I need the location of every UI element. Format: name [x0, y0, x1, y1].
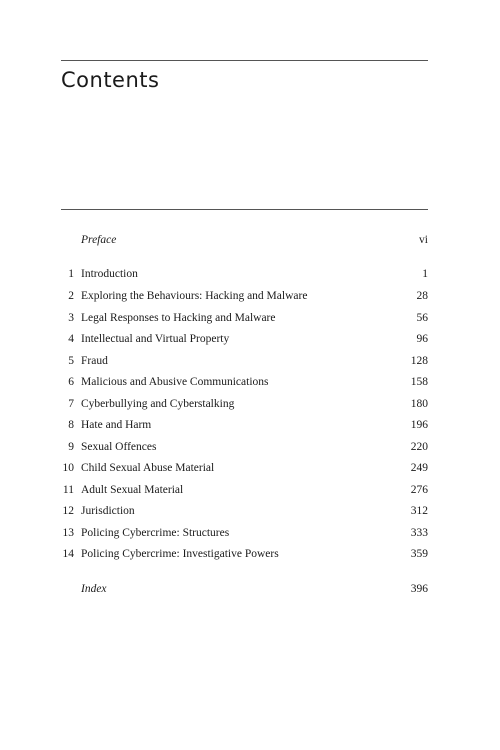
entry-page: 396: [410, 583, 428, 595]
chapter-number: 1: [68, 268, 74, 280]
entry-page: 56: [416, 312, 428, 324]
entry-title: Sexual Offences: [81, 441, 157, 453]
chapter-number: 13: [62, 527, 74, 539]
chapter-number: 9: [68, 441, 74, 453]
chapter-number: 2: [68, 290, 74, 302]
chapter-number: 7: [68, 398, 74, 410]
entry-page: 180: [410, 398, 428, 410]
chapter-number: 6: [68, 376, 74, 388]
toc-entry-chapter-12[interactable]: [61, 502, 428, 520]
toc-entry-chapter-2[interactable]: [61, 287, 428, 305]
chapter-number: 12: [62, 505, 74, 517]
entry-page: vi: [419, 234, 428, 246]
chapter-number: 5: [68, 355, 74, 367]
entry-title: Intellectual and Virtual Property: [81, 333, 230, 345]
toc-entry-chapter-13[interactable]: [61, 524, 428, 542]
entry-page: 96: [416, 333, 428, 345]
toc-entry-chapter-11[interactable]: [61, 481, 428, 499]
toc-entry-chapter-4[interactable]: [61, 330, 428, 348]
toc-entry-chapter-9[interactable]: [61, 438, 428, 456]
chapter-number: 3: [68, 312, 74, 324]
entry-page: 312: [410, 505, 428, 517]
entry-title: Exploring the Behaviours: Hacking and Malware: [81, 290, 308, 302]
entry-title: Introduction: [81, 268, 138, 280]
entry-page: 196: [410, 419, 428, 431]
entry-title: Hate and Harm: [81, 419, 152, 431]
chapter-number: 8: [68, 419, 74, 431]
toc-entry-chapter-10[interactable]: [61, 459, 428, 477]
entry-title: Fraud: [81, 355, 108, 367]
chapter-number: 10: [62, 462, 74, 474]
entry-title: Adult Sexual Material: [81, 484, 184, 496]
entry-title: Legal Responses to Hacking and Malware: [81, 312, 276, 324]
toc-entry-chapter-5[interactable]: [61, 352, 428, 370]
entry-page: 28: [416, 290, 428, 302]
entry-page: 333: [410, 527, 428, 539]
entry-page: 249: [410, 462, 428, 474]
entry-page: 1: [422, 268, 428, 280]
entry-title: Malicious and Abusive Communications: [81, 376, 269, 388]
toc-entry-chapter-6[interactable]: [61, 373, 428, 391]
entry-page: 359: [410, 548, 428, 560]
chapter-number: 11: [62, 484, 74, 496]
entry-title: Jurisdiction: [81, 505, 135, 517]
toc-entry-chapter-14[interactable]: [61, 545, 428, 563]
contents-heading: Contents: [61, 68, 160, 92]
entry-page: 276: [410, 484, 428, 496]
contents-rule: [61, 209, 428, 210]
entry-title: Child Sexual Abuse Material: [81, 462, 215, 474]
entry-page: 128: [410, 355, 428, 367]
entry-page: 220: [410, 441, 428, 453]
toc-entry-chapter-1[interactable]: [61, 265, 428, 283]
entry-title: Preface: [81, 234, 117, 246]
chapter-number: 4: [68, 333, 74, 345]
chapter-number: 14: [62, 548, 74, 560]
toc-entry-chapter-7[interactable]: [61, 395, 428, 413]
entry-title: Policing Cybercrime: Structures: [81, 527, 230, 539]
entry-page: 158: [410, 376, 428, 388]
toc-entry-preface[interactable]: [61, 231, 428, 249]
entry-title: Policing Cybercrime: Investigative Powers: [81, 548, 279, 560]
entry-title: Cyberbullying and Cyberstalking: [81, 398, 235, 410]
entry-title: Index: [81, 583, 107, 595]
top-rule: [61, 60, 428, 61]
toc-entry-chapter-8[interactable]: [61, 416, 428, 434]
toc-entry-index[interactable]: [61, 580, 428, 598]
toc-entry-chapter-3[interactable]: [61, 309, 428, 327]
